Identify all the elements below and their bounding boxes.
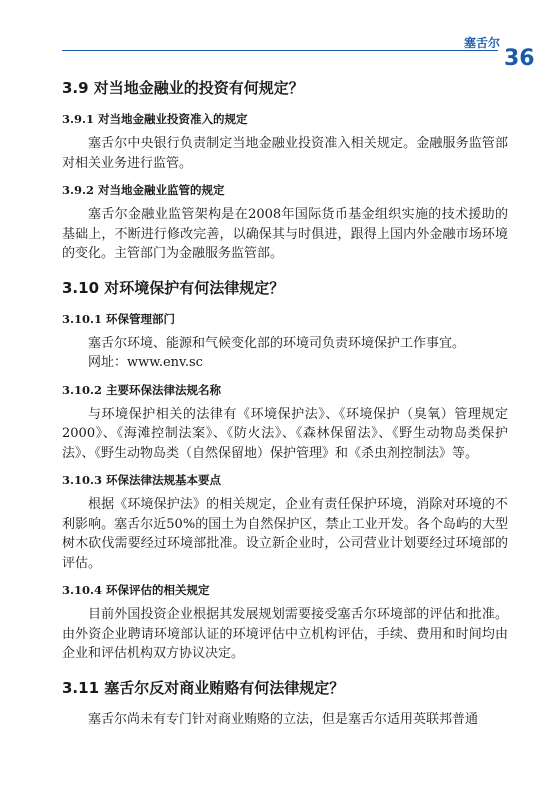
- header-country-label: 塞舌尔: [463, 36, 500, 50]
- subsection-3-10-1-heading: 3.10.1 环保管理部门: [62, 311, 176, 326]
- subsection-3-10-3-text: 根据《环境保护法》的相关规定，企业有责任保护环境，消除对环境的不利影响。塞舌尔近50%的国土为自然保护区，禁止工业开发。各个岛屿的大型树木砍伐需要经过环境部批准。设立新企业时，公司营业计划要经过环境部的评估。: [62, 497, 508, 571]
- subsection-3-10-1-text: 塞舌尔环境、能源和气候变化部的环境司负责环境保护工作事宜。: [88, 335, 466, 351]
- subsection-3-10-4-heading: 3.10.4 环保评估的相关规定: [62, 583, 210, 597]
- subsection-3-10-2-heading: 3.10.2 主要环保法律法规名称: [62, 382, 222, 397]
- subsection-3-10-3-heading: 3.10.3 环保法律法规基本要点: [62, 473, 222, 487]
- subsection-3-9-2-heading: 3.9.2 对当地金融业监管的规定: [62, 183, 225, 197]
- page-number: 36: [504, 46, 535, 71]
- subsection-3-9-1-heading: 3.9.1 对当地金融业投资准入的规定: [62, 112, 248, 126]
- subsection-3-10-4-text: 目前外国投资企业根据其发展规划需要接受塞舌尔环境部的评估和批准。由外资企业聘请环境部认证的环境评估中立机构评估，手续、费用和时间均由企业和评估机构双方协议决定。: [62, 607, 508, 661]
- header-rule: [62, 50, 498, 51]
- section-3-10-heading: 3.10 对环境保护有何法律规定？: [62, 278, 285, 297]
- page-content: [62, 78, 508, 737]
- section-3-11-heading: 3.11 塞舌尔反对商业贿赂有何法律规定？: [62, 678, 345, 697]
- subsection-3-9-2-text: 塞舌尔金融业监管架构是在2008年国际货币基金组织实施的技术援助的基础上，不断进行修改完善，以确保其与时俱进，跟得上国内外金融市场环境的变化。主管部门为金融服务监管部。: [62, 207, 508, 261]
- subsection-3-10-1-website: 网址：www.env.sc: [88, 355, 203, 370]
- section-3-11-text: 塞舌尔尚未有专门针对商业贿赂的立法，但是塞舌尔适用英联邦普通: [88, 711, 479, 727]
- subsection-3-10-2-text: 与环境保护相关的法律有《环境保护法》、《环境保护（臭氧）管理规定2000》、《海滩控制法案》、《防火法》、《森林保留法》、《野生动物岛类保护法》、《野生动物岛类（自然保留地）保护管理》和《杀虫剂控制法》等。: [62, 406, 508, 461]
- section-3-9-heading: 3.9 对当地金融业的投资有何规定？: [62, 79, 304, 97]
- subsection-3-9-1-text: 塞舌尔中央银行负责制定当地金融业投资准入相关规定。金融服务监管部对相关业务进行监管。: [62, 136, 508, 171]
